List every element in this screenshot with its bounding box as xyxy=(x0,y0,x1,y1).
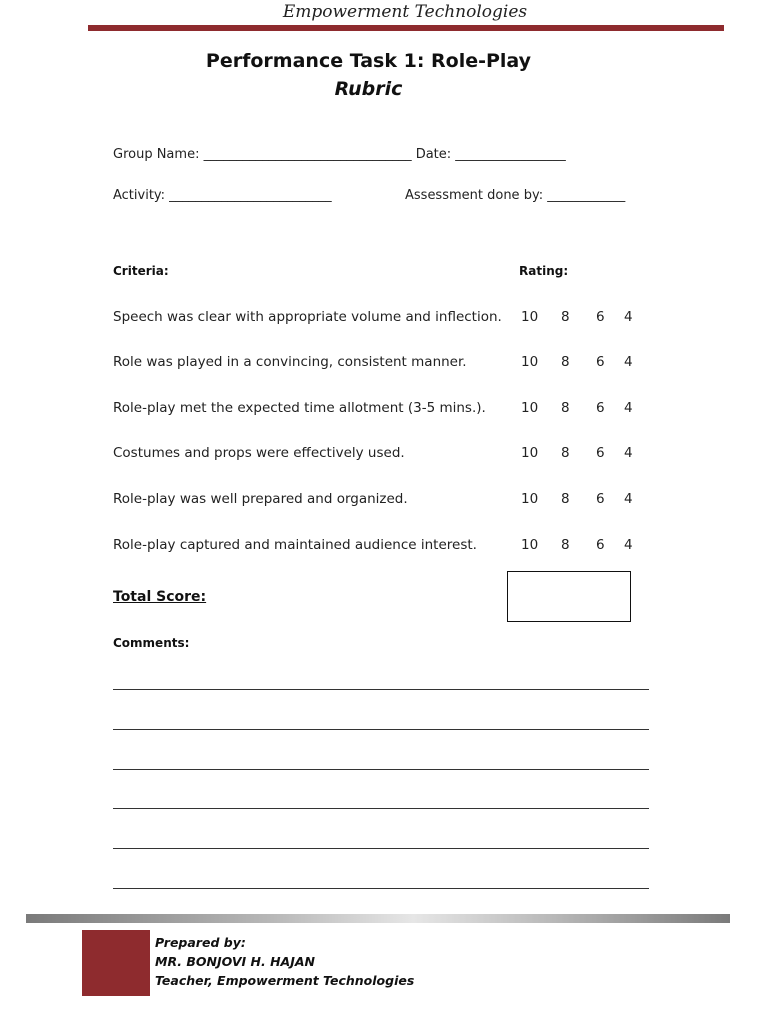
rating-heading: Rating: xyxy=(519,264,569,278)
total-score-label: Total Score: xyxy=(113,589,207,605)
criterion-text: Role was played in a convincing, consistent manner. xyxy=(113,354,467,370)
rating-option: 6 xyxy=(596,400,605,416)
footer-gradient-bar xyxy=(26,914,730,923)
document-title: Performance Task 1: Role-Play xyxy=(205,50,532,72)
assessment-field: Assessment done by: ____________ xyxy=(405,188,626,203)
comment-line[interactable] xyxy=(113,729,649,730)
rating-option: 8 xyxy=(561,537,570,553)
rating-option: 4 xyxy=(624,400,633,416)
rating-option: 4 xyxy=(624,309,633,325)
rating-option: 6 xyxy=(596,491,605,507)
criteria-heading: Criteria: xyxy=(113,264,169,278)
rating-option: 6 xyxy=(596,309,605,325)
comments-label: Comments: xyxy=(113,636,190,650)
criterion-text: Costumes and props were effectively used. xyxy=(113,445,405,461)
comment-line[interactable] xyxy=(113,808,649,809)
rating-option: 8 xyxy=(561,445,570,461)
comment-line[interactable] xyxy=(113,689,649,690)
prepared-by-label: Prepared by: xyxy=(155,935,246,950)
rating-option: 10 xyxy=(521,445,539,461)
rating-option: 4 xyxy=(624,354,633,370)
header-title: Empowerment Technologies xyxy=(282,2,528,22)
rating-option: 6 xyxy=(596,445,605,461)
rating-option: 4 xyxy=(624,445,633,461)
comment-line[interactable] xyxy=(113,888,649,889)
comment-line[interactable] xyxy=(113,769,649,770)
rating-option: 10 xyxy=(521,400,539,416)
comment-line[interactable] xyxy=(113,848,649,849)
author-name: MR. BONJOVI H. HAJAN xyxy=(155,954,316,969)
header-rule xyxy=(88,25,724,31)
total-score-box[interactable] xyxy=(507,571,631,622)
criterion-text: Role-play met the expected time allotment (3-5 mins.). xyxy=(113,400,486,416)
rating-option: 4 xyxy=(624,491,633,507)
group-name-date-field: Group Name: ________________________________ Date: _________________ xyxy=(113,147,566,162)
rating-option: 6 xyxy=(596,354,605,370)
author-role: Teacher, Empowerment Technologies xyxy=(155,973,415,988)
criterion-text: Speech was clear with appropriate volume and inflection. xyxy=(113,309,502,325)
activity-field: Activity: _________________________ xyxy=(113,188,332,203)
rating-option: 10 xyxy=(521,354,539,370)
criterion-text: Role-play captured and maintained audience interest. xyxy=(113,537,477,553)
rating-option: 6 xyxy=(596,537,605,553)
rating-option: 8 xyxy=(561,400,570,416)
rating-option: 8 xyxy=(561,309,570,325)
rating-option: 10 xyxy=(521,491,539,507)
document-subtitle: Rubric xyxy=(334,78,403,100)
rating-option: 10 xyxy=(521,537,539,553)
rating-option: 8 xyxy=(561,354,570,370)
footer-accent-block xyxy=(82,930,150,996)
criterion-text: Role-play was well prepared and organized. xyxy=(113,491,408,507)
rating-option: 4 xyxy=(624,537,633,553)
rating-option: 10 xyxy=(521,309,539,325)
rating-option: 8 xyxy=(561,491,570,507)
